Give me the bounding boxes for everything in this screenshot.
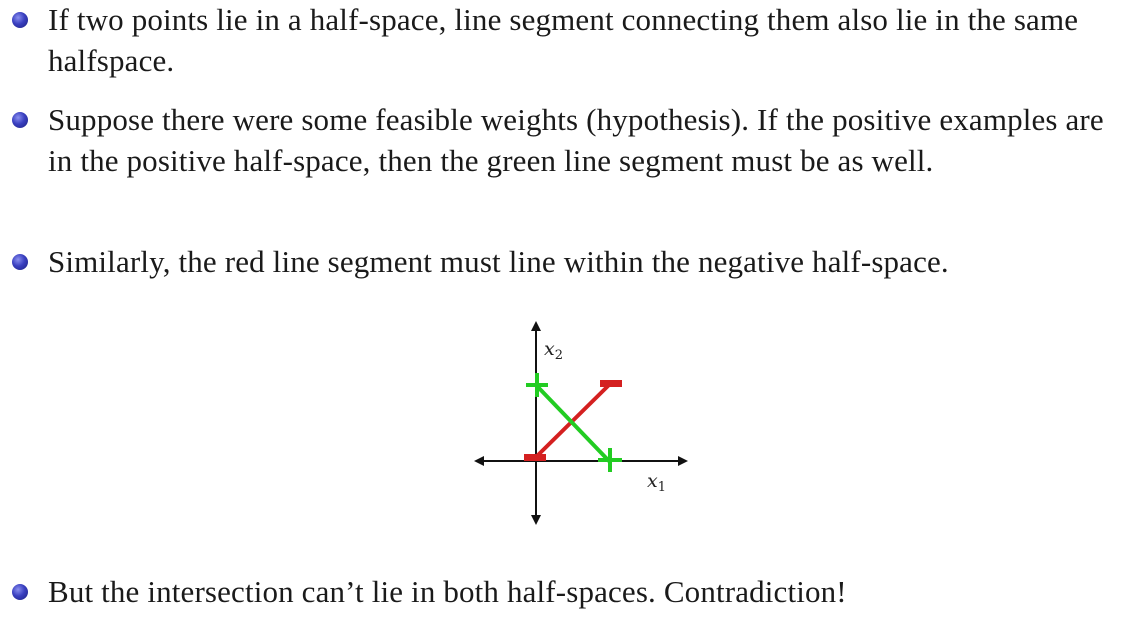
y-axis-label: $x_2$ bbox=[544, 338, 563, 363]
bullet-icon bbox=[12, 112, 28, 128]
bullet-icon bbox=[12, 12, 28, 28]
bullet-icon bbox=[12, 584, 28, 600]
bullet-text-2: Suppose there were some feasible weights (hypothesis). If the positive examples are in the positive half-space, then the green line segment must be as well. bbox=[48, 102, 1104, 178]
bullet-text-1: If two points lie in a half-space, line segment connecting them also lie in the same halfspace. bbox=[48, 2, 1079, 78]
negative-marker-origin bbox=[524, 454, 546, 461]
bullet-text-4: But the intersection can’t lie in both half-spaces. Contradiction! bbox=[48, 574, 847, 609]
bullet-text-3: Similarly, the red line segment must line within the negative half-space. bbox=[48, 244, 949, 279]
x-axis-label: $x_1$ bbox=[647, 470, 666, 495]
bullet-icon bbox=[12, 254, 28, 270]
negative-marker-top-right bbox=[600, 380, 622, 387]
xor-diagram bbox=[460, 315, 700, 530]
